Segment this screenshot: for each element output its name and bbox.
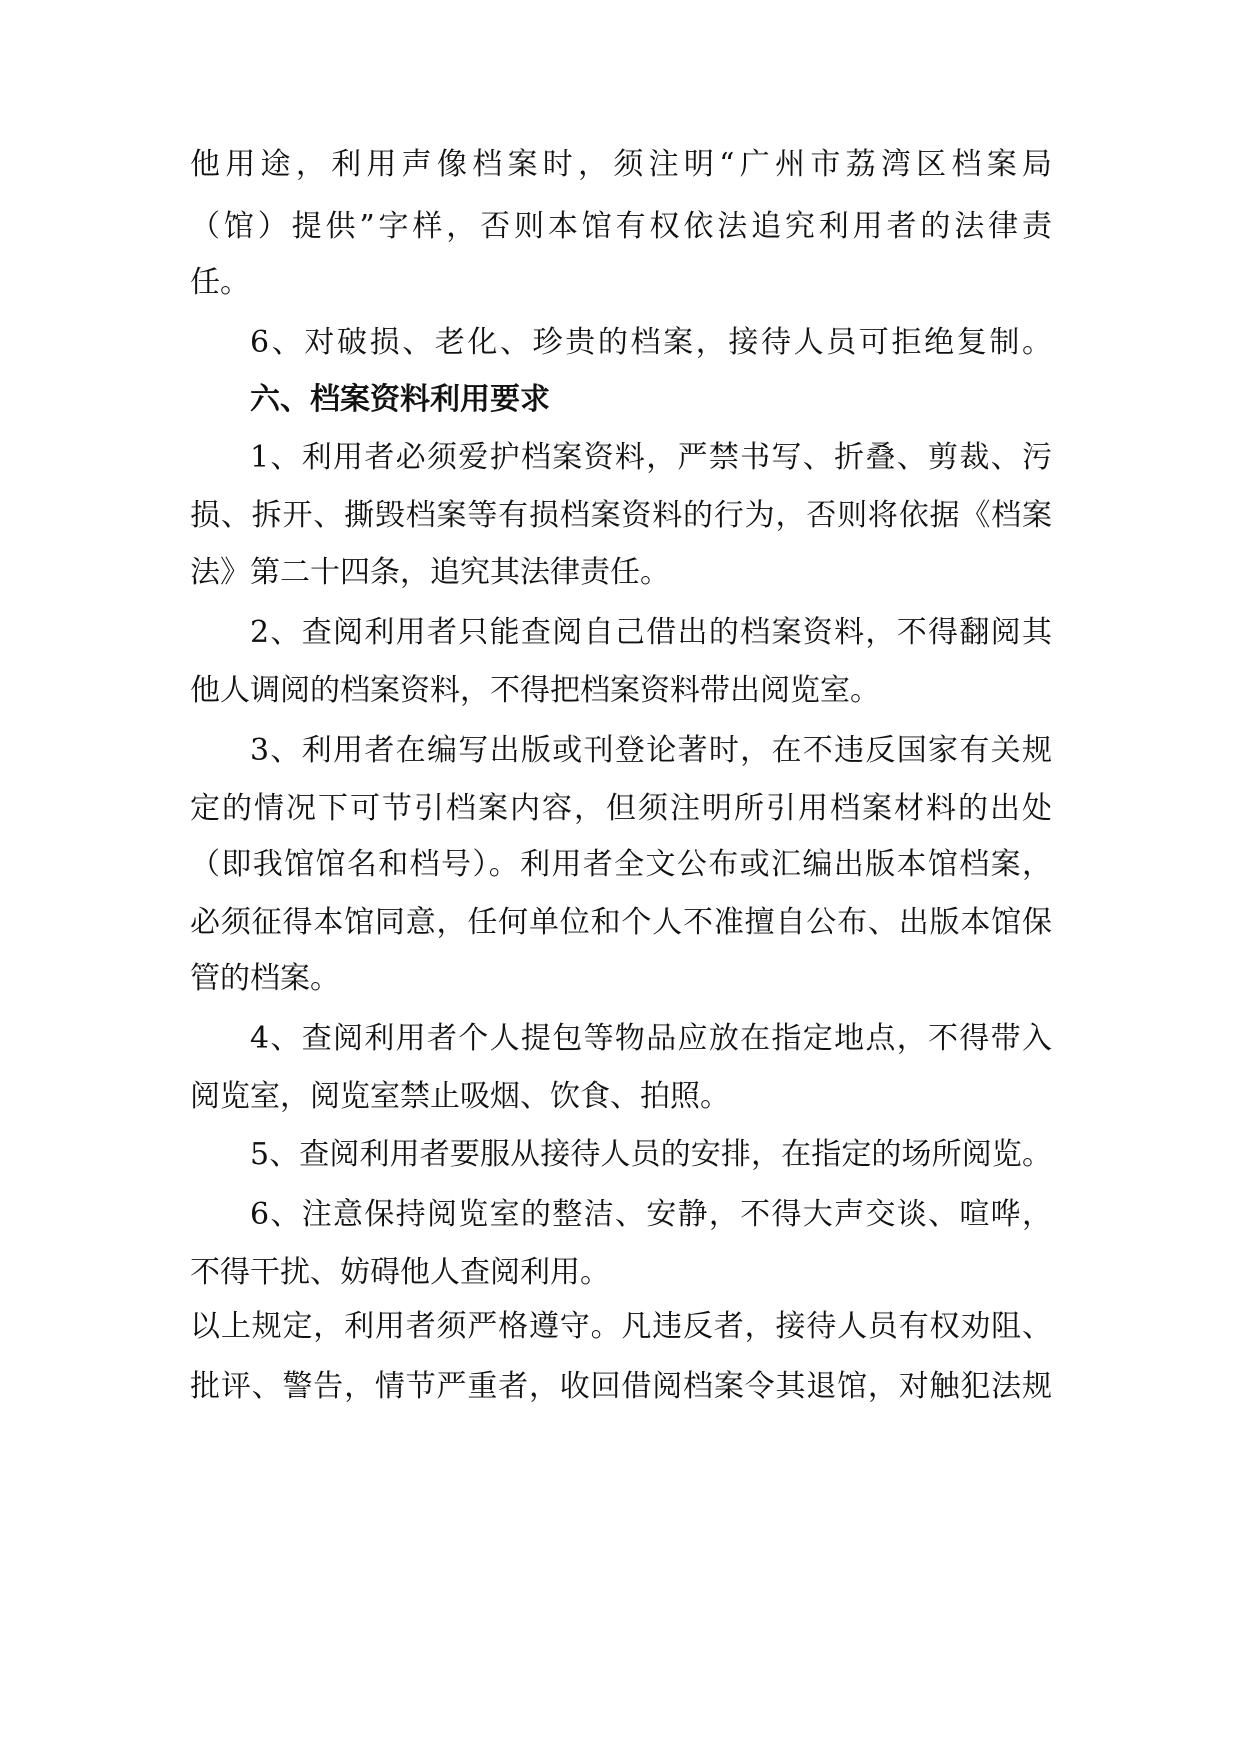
text-line: 批评、警告，情节严重者，收回借阅档案令其退馆，对触犯法规 bbox=[190, 1369, 1052, 1404]
text-line: 以上规定，利用者须严格遵守。凡违反者，接待人员有权劝阻、 bbox=[190, 1309, 1052, 1344]
text-line: 阅览室，阅览室禁止吸烟、饮食、拍照。 bbox=[190, 1079, 730, 1114]
text-line: 定的情况下可节引档案内容，但须注明所引用档案材料的出处 bbox=[190, 791, 1052, 826]
text-line: 管的档案。 bbox=[190, 961, 340, 996]
text-line: （即我馆馆名和档号）。利用者全文公布或汇编出版本馆档案， bbox=[190, 847, 1052, 882]
text-line: 6、对破损、老化、珍贵的档案，接待人员可拒绝复制。 bbox=[250, 325, 1052, 360]
text-line: 3、利用者在编写出版或刊登论著时，在不违反国家有关规 bbox=[250, 733, 1052, 768]
text-line: 损、拆开、撕毁档案等有损档案资料的行为，否则将依据《档案 bbox=[190, 498, 1052, 533]
text-line: 他人调阅的档案资料，不得把档案资料带出阅览室。 bbox=[190, 673, 880, 708]
text-line: 6、注意保持阅览室的整洁、安静，不得大声交谈、喧哗， bbox=[250, 1197, 1052, 1232]
text-line: 必须征得本馆同意，任何单位和个人不准擅自公布、出版本馆保 bbox=[190, 905, 1052, 940]
text-line: 他用途，利用声像档案时，须注明“广州市荔湾区档案局 bbox=[190, 147, 1052, 182]
text-line: 1、利用者必须爱护档案资料，严禁书写、折叠、剪裁、污 bbox=[250, 440, 1052, 475]
text-line: 法》第二十四条，追究其法律责任。 bbox=[190, 555, 670, 590]
text-line: 4、查阅利用者个人提包等物品应放在指定地点，不得带入 bbox=[250, 1021, 1052, 1056]
text-line: 5、查阅利用者要服从接待人员的安排，在指定的场所阅览。 bbox=[250, 1137, 1052, 1172]
text-line: 任。 bbox=[190, 265, 250, 300]
section-heading: 六、档案资料利用要求 bbox=[250, 382, 550, 417]
text-line: 2、查阅利用者只能查阅自己借出的档案资料，不得翻阅其 bbox=[250, 615, 1052, 650]
text-line: （馆）提供”字样，否则本馆有权依法追究利用者的法律责 bbox=[190, 209, 1052, 244]
text-line: 不得干扰、妨碍他人查阅利用。 bbox=[190, 1255, 610, 1290]
